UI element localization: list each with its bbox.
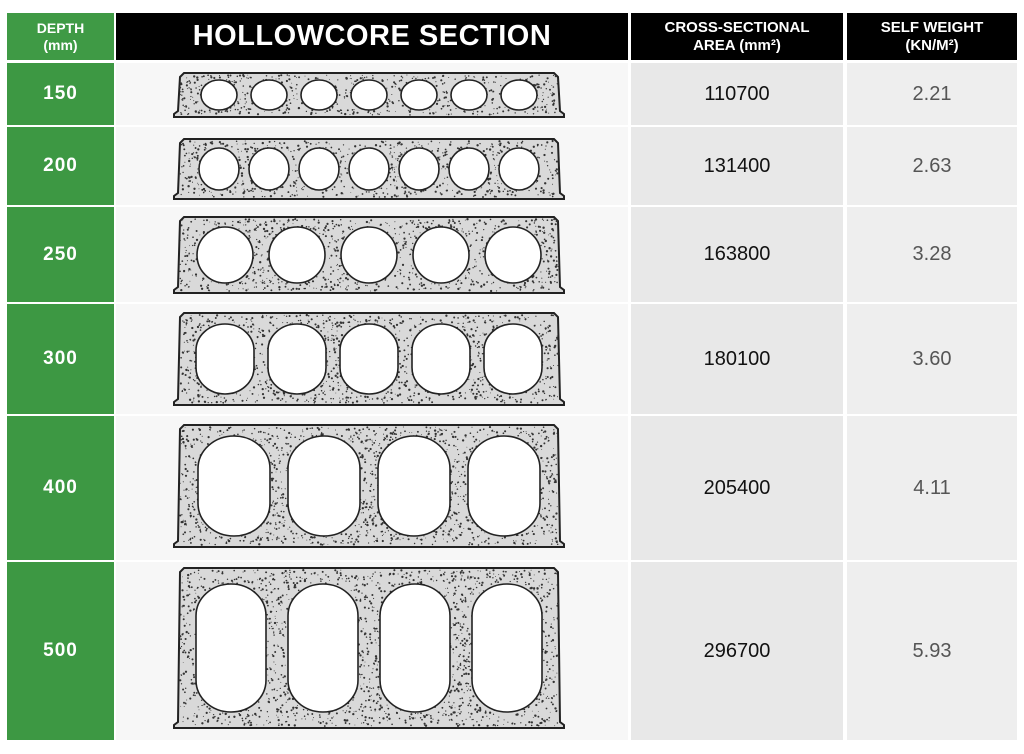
depth-cell-300	[7, 304, 114, 414]
area-cell-500	[631, 562, 843, 740]
header-section-label: HOLLOWCORE SECTION	[192, 20, 552, 52]
depth-value: 300	[43, 348, 78, 369]
section-cell-250	[116, 207, 628, 302]
depth-value: 400	[43, 477, 78, 498]
hollow-core	[485, 227, 541, 283]
hollow-core	[268, 324, 326, 394]
slab-200-icon	[116, 127, 628, 205]
weight-cell-200	[847, 127, 1017, 205]
depth-cell-200	[7, 127, 114, 205]
depth-value: 500	[43, 640, 78, 661]
hollow-core	[412, 324, 470, 394]
header-depth-label: DEPTH (mm)	[36, 19, 85, 53]
area-cell-400	[631, 416, 843, 560]
area-value: 131400	[703, 154, 771, 177]
weight-cell-400	[847, 416, 1017, 560]
header-weight	[847, 13, 1017, 60]
area-value: 180100	[703, 347, 771, 370]
depth-cell-500	[7, 562, 114, 740]
area-value: 296700	[703, 639, 771, 662]
hollow-core	[288, 436, 360, 536]
hollow-core	[399, 148, 439, 190]
hollow-core	[484, 324, 542, 394]
depth-value: 250	[43, 243, 78, 265]
hollow-core	[340, 324, 398, 394]
weight-value: 3.28	[912, 243, 952, 265]
hollow-core	[288, 584, 358, 712]
weight-value: 5.93	[912, 639, 952, 662]
hollow-core	[196, 324, 254, 394]
hollow-core	[301, 80, 337, 110]
weight-cell-500	[847, 562, 1017, 740]
slab-150-icon	[116, 63, 628, 125]
section-cell-500	[116, 562, 628, 740]
hollow-core	[201, 80, 237, 110]
slab-400-icon	[116, 416, 628, 560]
depth-cell-250	[7, 207, 114, 302]
slab-300-icon	[116, 304, 628, 414]
hollow-core	[341, 227, 397, 283]
area-cell-200	[631, 127, 843, 205]
header-section	[116, 13, 628, 60]
depth-value: 200	[43, 155, 78, 176]
weight-cell-150	[847, 63, 1017, 125]
hollow-core	[251, 80, 287, 110]
weight-value: 2.63	[912, 154, 952, 177]
area-cell-150	[631, 63, 843, 125]
area-cell-300	[631, 304, 843, 414]
hollow-core	[449, 148, 489, 190]
area-value: 110700	[704, 82, 770, 105]
hollow-core	[197, 227, 253, 283]
hollow-core	[451, 80, 487, 110]
hollow-core	[401, 80, 437, 110]
hollow-core	[349, 148, 389, 190]
depth-cell-150	[7, 63, 114, 125]
hollow-core	[299, 148, 339, 190]
slab-250-icon	[116, 207, 628, 302]
weight-cell-300	[847, 304, 1017, 414]
weight-value: 4.11	[913, 476, 951, 499]
weight-value: 3.60	[912, 347, 952, 370]
section-cell-150	[116, 63, 628, 125]
section-cell-400	[116, 416, 628, 560]
depth-cell-400	[7, 416, 114, 560]
area-cell-250	[631, 207, 843, 302]
hollow-core	[472, 584, 542, 712]
hollow-core	[249, 148, 289, 190]
hollow-core	[499, 148, 539, 190]
hollow-core	[378, 436, 450, 536]
hollow-core	[196, 584, 266, 712]
hollow-core	[501, 80, 537, 110]
hollow-core	[198, 436, 270, 536]
area-value: 205400	[703, 476, 771, 499]
hollow-core	[269, 227, 325, 283]
area-value: 163800	[703, 243, 771, 265]
weight-cell-250	[847, 207, 1017, 302]
hollow-core	[380, 584, 450, 712]
slab-500-icon	[116, 562, 628, 740]
weight-value: 2.21	[912, 82, 952, 105]
hollow-core	[351, 80, 387, 110]
section-cell-300	[116, 304, 628, 414]
hollow-core	[199, 148, 239, 190]
header-area-label: CROSS-SECTIONAL AREA (mm²)	[664, 18, 810, 54]
header-depth	[7, 13, 114, 60]
header-area	[631, 13, 843, 60]
hollow-core	[468, 436, 540, 536]
section-cell-200	[116, 127, 628, 205]
depth-value: 150	[43, 83, 78, 104]
hollow-core	[413, 227, 469, 283]
header-weight-label: SELF WEIGHT (KN/M²)	[880, 18, 984, 54]
